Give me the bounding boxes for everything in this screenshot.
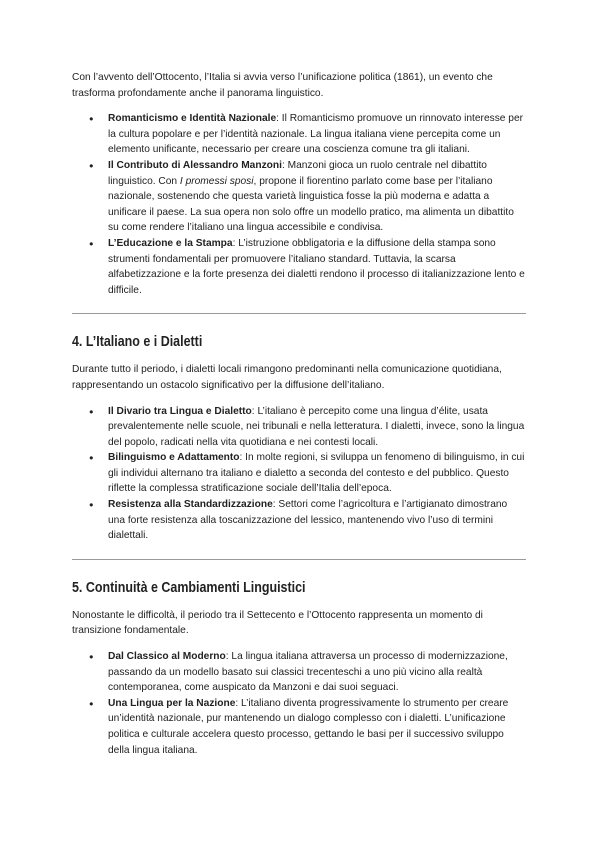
list-item [72,404,526,451]
list-item-term: Una Lingua per la Nazione [108,697,236,709]
list-item [72,696,526,758]
list-item-text: : Settori come l’agricoltura e l’artigianato dimostrano una forte resistenza alla toscanizzazione del lessico, mantenendo vivo l’uso di termini dialettali. [108,499,508,542]
bullet-list-continuita [72,649,526,758]
list-item-term: Bilinguismo e Adattamento [108,452,240,464]
document-page [72,70,526,758]
list-item-term: Dal Classico al Moderno [108,651,226,663]
section-5-intro: Nonostante le difficoltà, il periodo tra il Settecento e l’Ottocento rappresenta un momento di transizione fondamentale. [72,609,483,637]
list-item [72,236,526,298]
list-item-text: : Il Romanticismo promuove un rinnovato interesse per la cultura popolare e per l’identità nazionale. La lingua italiana viene percepita come un elemento unificante, necessario per creare una coscienza comune tra gli italiani. [108,113,524,156]
list-item-text: : L’italiano è percepito come una lingua d’élite, usata prevalentemente nelle scuole, nei tribunali e nella letteratura. I dialetti, invece, sono la lingua del popolo, radicati nella vita quotidiana e nei contesti locali. [108,405,525,448]
list-item-text: : L’italiano diventa progressivamente lo strumento per creare un’identità nazionale, pur mantenendo un dialogo complesso con i dialetti. L’unificazione politica e culturale accelera questo processo, gettando le basi per il successivo sviluppo della lingua italiana. [108,697,509,756]
intro-paragraph: Con l’avvento dell’Ottocento, l’Italia si avvia verso l’unificazione politica (1861), un evento che trasforma profondamente anche il panorama linguistico. [72,72,493,99]
list-item [72,158,526,236]
section-divider [72,559,526,560]
section-4-intro: Durante tutto il periodo, i dialetti locali rimangono predominanti nella comunicazione quotidiana, rappresentando un ostacolo significativo per la diffusione dell’italiano. [72,364,502,391]
section-5-heading: 5. Continuità e Cambiamenti Linguistici [72,579,306,596]
list-item [72,497,526,544]
list-item-term: Il Divario tra Lingua e Dialetto [108,405,252,417]
list-item-text: , propone il fiorentino parlato come base per l’italiano nazionale, sostenendo che questa varietà linguistica fosse la più moderna e adatta a unificare il paese. La sua opera non solo offre un modello pratico, ma alimenta un dibattito su come rendere l’italiano una lingua accessibile e condivisa. [108,175,514,234]
list-item-text: : La lingua italiana attraversa un processo di modernizzazione, passando da un modello basato sui classici trecenteschi a uno più vicino alla realtà contemporanea, come auspicato da Manzoni e dai suoi seguaci. [108,651,508,694]
list-item-text: : In molte regioni, si sviluppa un fenomeno di bilinguismo, in cui gli individui alternano tra italiano e dialetto a seconda del contesto e del pubblico. Questo riflette la complessa stratificazione sociale dell’Italia dell’epoca. [108,452,525,495]
section-4-heading: 4. L’Italiano e i Dialetti [72,334,203,351]
list-item-term: L’Educazione e la Stampa [108,237,233,249]
book-title: I promessi sposi [179,175,254,187]
list-item [72,111,526,158]
list-item [72,649,526,696]
list-item-text: : Manzoni gioca un ruolo centrale nel dibattito linguistico. Con [108,159,487,187]
bullet-list-ottocento [72,111,526,298]
bullet-list-dialetti [72,404,526,544]
list-item-term: Resistenza alla Standardizzazione [108,499,273,511]
list-item-term: Il Contributo di Alessandro Manzoni [108,159,282,171]
list-item [72,450,526,497]
section-divider [72,313,526,314]
list-item-text: : L’istruzione obbligatoria e la diffusione della stampa sono strumenti fondamentali per promuovere l’italiano standard. Tuttavia, la scarsa alfabetizzazione e la forte presenza dei dialetti rendono il processo di italianizzazione lento e difficile. [108,237,525,296]
list-item-term: Romanticismo e Identità Nazionale [108,113,277,125]
